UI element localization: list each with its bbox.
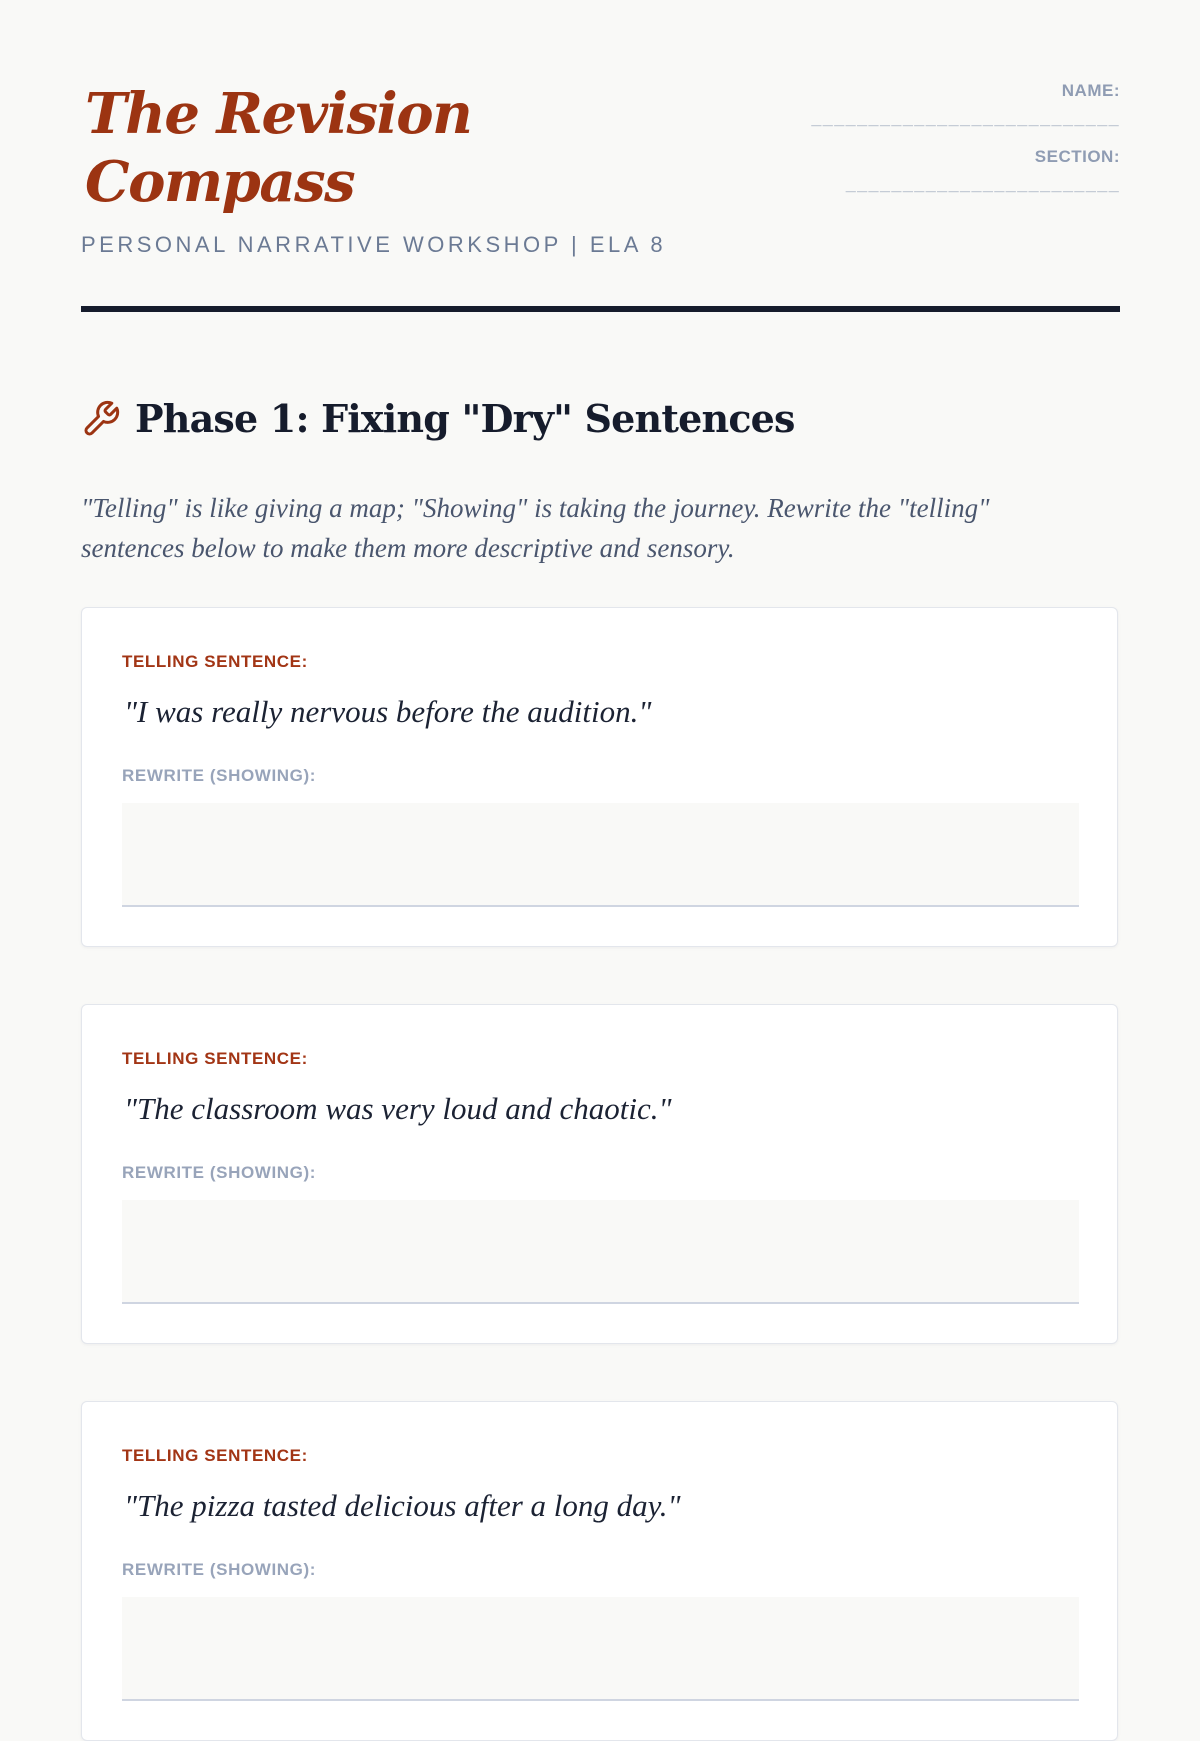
telling-sentence-label: TELLING SENTENCE: xyxy=(122,652,308,671)
worksheet-subtitle: PERSONAL NARRATIVE WORKSHOP | ELA 8 xyxy=(81,232,667,257)
telling-sentence: "The classroom was very loud and chaotic." xyxy=(124,1091,672,1126)
name-blank[interactable]: ___________________________ xyxy=(811,107,1120,127)
header-divider xyxy=(81,306,1120,312)
exercise-card-2 xyxy=(81,1004,1118,1344)
rewrite-answer-field[interactable] xyxy=(122,803,1079,907)
telling-sentence-label: TELLING SENTENCE: xyxy=(122,1049,308,1068)
rewrite-label: REWRITE (SHOWING): xyxy=(122,766,316,785)
wrench-icon xyxy=(81,399,121,439)
telling-sentence-label: TELLING SENTENCE: xyxy=(122,1446,308,1465)
rewrite-answer-field[interactable] xyxy=(122,1200,1079,1304)
exercise-card-3 xyxy=(81,1401,1118,1741)
title-line-1: The Revision xyxy=(85,81,472,147)
phase-1-heading xyxy=(81,396,795,441)
rewrite-label: REWRITE (SHOWING): xyxy=(122,1163,316,1182)
worksheet-title xyxy=(85,80,565,216)
name-label: NAME: xyxy=(1061,81,1120,100)
worksheet-header xyxy=(81,0,1120,316)
phase-1-instructions: "Telling" is like giving a map; "Showing" is taking the journey. Rewrite the "telling" sentences below to make them more descriptive and sensory. xyxy=(81,493,990,563)
exercise-card-1 xyxy=(81,607,1118,947)
title-line-2: Compass xyxy=(85,149,355,215)
rewrite-label: REWRITE (SHOWING): xyxy=(122,1560,316,1579)
rewrite-answer-field[interactable] xyxy=(122,1597,1079,1701)
telling-sentence: "I was really nervous before the audition." xyxy=(124,694,652,729)
section-blank[interactable]: ________________________ xyxy=(845,173,1120,193)
phase-1-title: Phase 1: Fixing "Dry" Sentences xyxy=(135,396,795,441)
worksheet-page xyxy=(81,0,1120,1579)
telling-sentence: "The pizza tasted delicious after a long day." xyxy=(124,1488,681,1523)
student-info-fields xyxy=(811,80,1120,194)
section-label: SECTION: xyxy=(1034,147,1120,166)
